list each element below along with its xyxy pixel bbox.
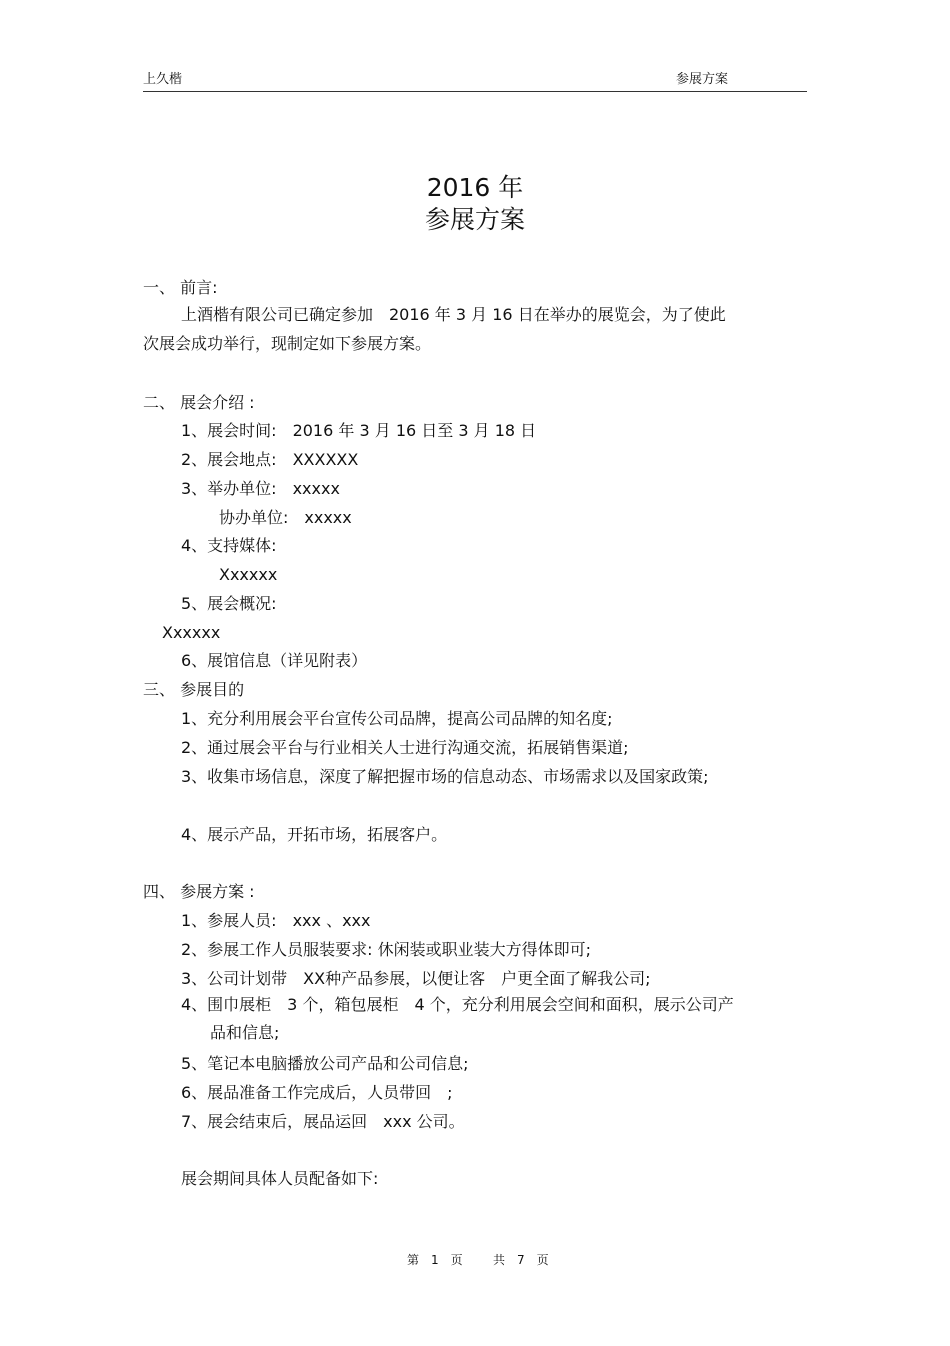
section-2-item-4: 4、支持媒体: <box>181 536 277 555</box>
section-1-paragraph-line2: 次展会成功举行，现制定如下参展方案。 <box>143 334 432 353</box>
section-2-item-5-value: Xxxxxx <box>162 623 221 642</box>
section-3-heading: 三、 参展目的 <box>143 680 245 699</box>
section-4-item-1: 1、参展人员: xxx 、xxx <box>181 911 371 930</box>
section-2-heading: 二、 展会介绍 : <box>143 393 255 412</box>
section-4-item-2: 2、参展工作人员服装要求: 休闲装或职业装大方得体即可; <box>181 940 592 959</box>
section-3-item-4: 4、展示产品，开拓市场，拓展客户。 <box>181 825 448 844</box>
section-4-item-4-line2: 品和信息; <box>210 1023 280 1042</box>
section-2-item-2: 2、展会地点: XXXXXX <box>181 450 359 469</box>
section-4-heading: 四、 参展方案 : <box>143 882 255 901</box>
document-title: 参展方案 <box>424 205 525 234</box>
section-1-heading: 一、 前言: <box>143 278 218 297</box>
section-3-item-1: 1、充分利用展会平台宣传公司品牌，提高公司品牌的知名度; <box>181 709 613 728</box>
section-4-item-7: 7、展会结束后，展品运回 xxx 公司。 <box>181 1112 465 1131</box>
header-company: 上久楷 <box>143 72 183 87</box>
section-4-item-3: 3、公司计划带 XX种产品参展，以便让客 户更全面了解我公司; <box>181 969 651 988</box>
document-title-year: 2016 年 <box>426 173 524 202</box>
section-2-item-5: 5、展会概况: <box>181 594 277 613</box>
section-2-item-6: 6、展馆信息（详见附表） <box>181 651 368 670</box>
header-doc-title: 参展方案 <box>676 72 729 87</box>
footer-total-pages: 共 7 页 <box>493 1253 549 1267</box>
section-2-item-3: 3、举办单位: xxxxx <box>181 479 340 498</box>
section-4-item-5: 5、笔记本电脑播放公司产品和公司信息; <box>181 1054 469 1073</box>
section-1-paragraph-line1: 上酒楷有限公司已确定参加 2016 年 3 月 16 日在举办的展览会，为了使此 <box>181 305 726 324</box>
section-4-staff-intro: 展会期间具体人员配备如下: <box>181 1169 379 1188</box>
section-3-item-2: 2、通过展会平台与行业相关人士进行沟通交流，拓展销售渠道; <box>181 738 629 757</box>
section-2-item-3-co: 协办单位: xxxxx <box>219 508 352 527</box>
section-3-item-3: 3、收集市场信息，深度了解把握市场的信息动态、市场需求以及国家政策; <box>181 767 709 786</box>
page-header <box>143 66 807 92</box>
footer-page-number: 第 1 页 <box>407 1253 463 1267</box>
section-2-item-4-value: Xxxxxx <box>219 565 278 584</box>
section-4-item-4-line1: 4、围巾展柜 3 个，箱包展柜 4 个，充分利用展会空间和面积，展示公司产 <box>181 995 734 1014</box>
section-2-item-1: 1、展会时间: 2016 年 3 月 16 日至 3 月 18 日 <box>181 421 537 440</box>
section-4-item-6: 6、展品准备工作完成后，人员带回 ; <box>181 1083 453 1102</box>
